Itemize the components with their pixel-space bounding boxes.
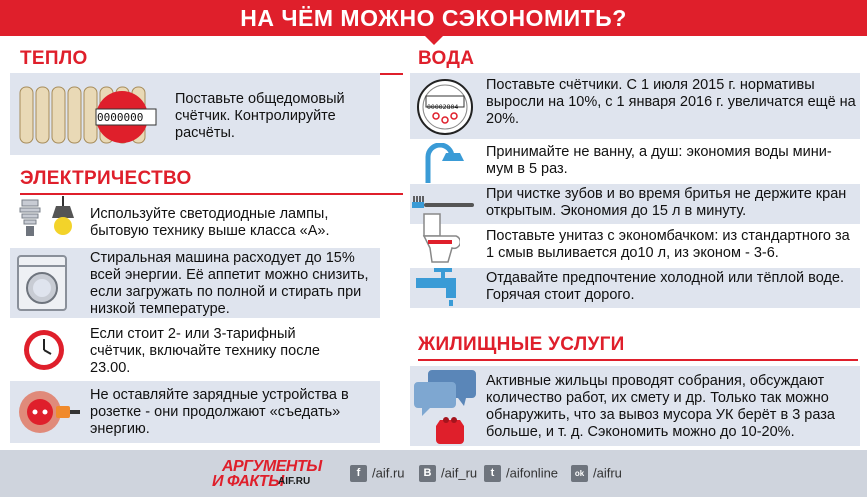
- heat-text: Поставьте общедомовый счётчик. Контролируйте расчёты.: [175, 91, 345, 141]
- water-item-cold: Отдавайте предпочтение холодной или тёплой воде. Горячая стоит дорого.: [410, 268, 860, 308]
- electricity-item-washer: Стиральная машина расходует до 15% всей энергии. Её аппетит можно снизить, если загружать по полной и стирать при низкой температуре.: [10, 248, 380, 318]
- faucet-icon: [416, 266, 468, 308]
- housing-text: Активные жильцы проводят собрания, обсуждают количество работ, их смету и др. Только так можно обнаружить, что за вывоз мусора УК берёт в 3 раза больше, и т. д. Сэкономить можно до 10-20%.: [486, 373, 835, 440]
- social-link-odnoklassniki[interactable]: ok /aifru: [571, 463, 622, 483]
- footer: [0, 450, 867, 497]
- water-section-title: ВОДА: [418, 47, 474, 71]
- water-item-toilet: Поставьте унитаз с экономбачком: из стандартного за 1 смыв выливается до10 л, из эконом - 3-6.: [410, 226, 860, 266]
- water-item-brushing: При чистке зубов и во время бритья не держите кран открытым. Экономия до 15 л в минуту.: [410, 184, 860, 224]
- water-item-meters: 00002804 Поставьте счётчики. С 1 июля 2015 г. нормативы выросли на 10%, с 1 января 2016 г. увеличатся ещё на 20%.: [410, 73, 860, 139]
- page-title: НА ЧЁМ МОЖНО СЭКОНОМИТЬ?: [0, 0, 867, 36]
- electricity-section-title: ЭЛЕКТРИЧЕСТВО: [20, 167, 192, 191]
- heat-meter-digits: 0000000: [97, 111, 144, 124]
- water-meter-digits: 00002804: [427, 103, 459, 111]
- twitter-icon: t: [484, 465, 501, 482]
- electricity-item-chargers: Не оставляйте зарядные устройства в розетке - они продолжают «съедать» энергию.: [10, 381, 380, 443]
- social-link-facebook[interactable]: f /aif.ru: [350, 463, 405, 483]
- housing-section-title: ЖИЛИЩНЫЕ УСЛУГИ: [418, 333, 625, 357]
- lamp-icon: [16, 196, 78, 246]
- electricity-item-lamps: Используйте светодиодные лампы, бытовую технику выше класса «А».: [10, 194, 380, 246]
- vk-icon: B: [419, 465, 436, 482]
- social-link-vk[interactable]: B /aif_ru: [419, 463, 477, 483]
- clock-icon: [22, 328, 66, 372]
- socket-icon: [18, 387, 82, 437]
- shower-icon: [422, 143, 468, 183]
- aif-logo[interactable]: АРГУМЕНТЫ И ФАКТЫ AIF.RU: [212, 458, 322, 490]
- facebook-icon: f: [350, 465, 367, 482]
- heat-row: [10, 73, 380, 155]
- chat-icon: [414, 368, 476, 446]
- washing-machine-icon: [16, 254, 68, 312]
- housing-row: [410, 366, 860, 446]
- social-link-twitter[interactable]: t /aifonline: [484, 463, 558, 483]
- electricity-item-meter: Если стоит 2- или 3-тарифный счётчик, включайте технику после 23.00.: [10, 322, 380, 378]
- water-item-shower: Принимайте не ванну, а душ: экономия воды мини-мум в 5 раз.: [410, 141, 860, 183]
- odnoklassniki-icon: ok: [571, 465, 588, 482]
- toilet-icon: [420, 210, 460, 266]
- heat-section-title: ТЕПЛО: [20, 47, 88, 71]
